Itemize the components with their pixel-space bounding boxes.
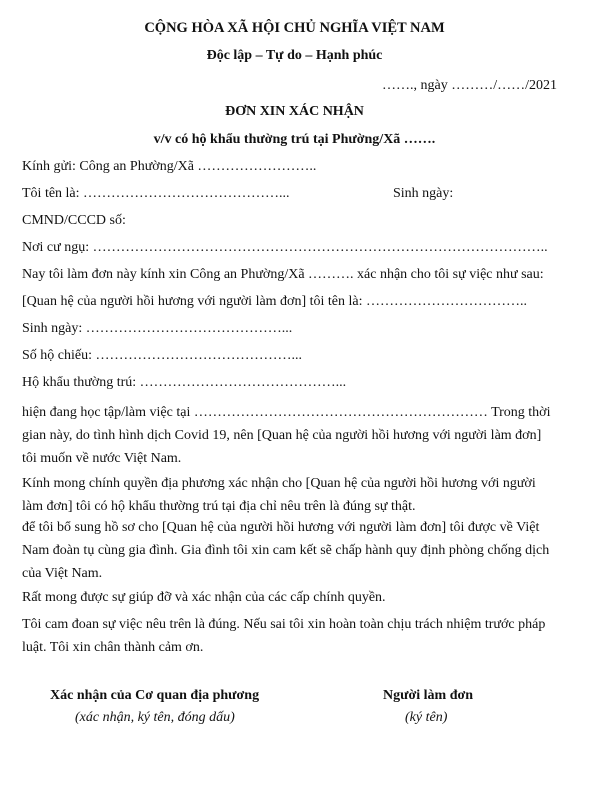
relation-dob-line: Sinh ngày: ……………………………………... (22, 321, 293, 336)
household-line: Hộ khẩu thường trú: ……………………………………... (22, 375, 347, 390)
paragraph-thanks-support: Rất mong được sự giúp đỡ và xác nhận của các cấp chính quyền. (22, 590, 386, 605)
national-title: CỘNG HÒA XÃ HỘI CHỦ NGHĨA VIỆT NAM (144, 20, 445, 36)
relation-name-line: [Quan hệ của người hồi hương với người làm đơn] tôi tên là: …………………………….. (22, 294, 527, 309)
document-title: ĐƠN XIN XÁC NHẬN (225, 104, 364, 119)
recipient-line: Kính gửi: Công an Phường/Xã …………………….. (22, 159, 317, 174)
paragraph-study-work: hiện đang học tập/làm việc tại ……………………………………………………… Trong thời gian này, do tình hình dịch Covid 19, nên [Quan hệ của người hồi hương với người làm đơn] tôi muốn về nước Việt Nam. (22, 405, 551, 466)
applicant-name-line: Tôi tên là: ……………………………………... (22, 186, 290, 201)
document-subject: v/v có hộ khẩu thường trú tại Phường/Xã ……. (153, 132, 436, 147)
paragraph-request-confirmation: Kính mong chính quyền địa phương xác nhận cho [Quan hệ của người hồi hương với người làm đơn] tôi có hộ khẩu thường trú tại địa chỉ nêu trên là đúng sự thật. (22, 476, 536, 514)
date-line: ……., ngày ………/……/2021 (382, 78, 557, 93)
id-number-line: CMND/CCCD số: (22, 213, 126, 228)
residence-line: Nơi cư ngụ: …………………………………………………………………………………….. (22, 240, 548, 255)
local-authority-signature-note: (xác nhận, ký tên, đóng dấu) (75, 710, 235, 725)
paragraph-reunion: để tôi bổ sung hồ sơ cho [Quan hệ của người hồi hương với người làm đơn] tôi được về Việt Nam đoàn tụ cùng gia đình. Gia đình tôi xin cam kết sẽ chấp hành quy định phòng chống dịch của Việt Nam. (22, 520, 550, 581)
passport-line: Số hộ chiếu: ……………………………………... (22, 348, 302, 363)
request-line: Nay tôi làm đơn này kính xin Công an Phường/Xã ………. xác nhận cho tôi sự việc như sau: (22, 267, 544, 282)
applicant-signature-note: (ký tên) (405, 710, 448, 725)
applicant-signature-title: Người làm đơn (383, 688, 474, 703)
applicant-dob-label: Sinh ngày: (393, 186, 454, 201)
paragraph-commitment: Tôi cam đoan sự việc nêu trên là đúng. Nếu sai tôi xin hoàn toàn chịu trách nhiệm trước pháp luật. Tôi xin chân thành cảm ơn. (22, 617, 546, 655)
motto: Độc lập – Tự do – Hạnh phúc (206, 48, 383, 63)
local-authority-signature-title: Xác nhận của Cơ quan địa phương (50, 688, 260, 703)
